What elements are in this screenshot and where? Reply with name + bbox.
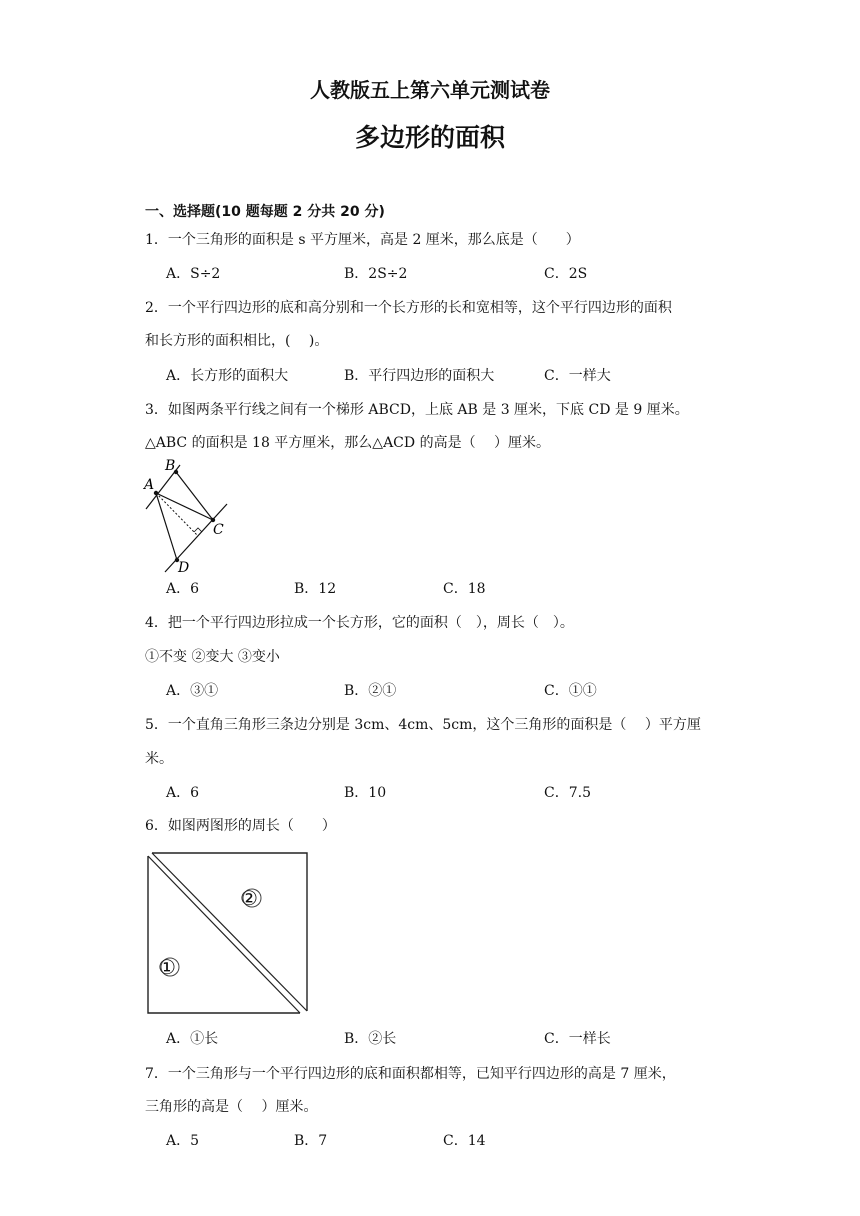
question-4-choices: ①不变 ②变大 ③变小 [145, 649, 280, 665]
q4-option-c: C．①① [544, 683, 597, 699]
label-one: ① [158, 955, 176, 979]
q3-option-b: B．12 [294, 581, 337, 597]
q5-option-b: B．10 [344, 785, 387, 801]
q7-option-b: B．7 [294, 1133, 328, 1149]
trapezoid-figure [140, 456, 250, 574]
q6-option-b: B．②长 [344, 1031, 397, 1047]
q6-option-c: C．一样长 [544, 1031, 611, 1047]
q4-option-b: B．②① [344, 683, 397, 699]
q3-option-a: A．6 [166, 581, 200, 597]
q2-option-a: A．长方形的面积大 [166, 368, 289, 384]
q5-option-a: A．6 [166, 785, 200, 801]
square-figure [140, 846, 314, 1018]
question-3-line-1: 3．如图两条平行线之间有一个梯形 ABCD，上底 AB 是 3 厘米，下底 CD 是 9 厘米。 [145, 402, 689, 418]
question-6-text: 6．如图两图形的周长（ ） [145, 818, 336, 834]
q2-option-c: C．一样大 [544, 368, 611, 384]
question-2-line-2: 和长方形的面积相比，( )。 [145, 333, 329, 349]
label-d: D [178, 560, 190, 574]
question-2-line-1: 2．一个平行四边形的底和高分别和一个长方形的长和宽相等，这个平行四边形的面积 [145, 300, 672, 316]
q3-option-c: C．18 [443, 581, 486, 597]
page-title: 人教版五上第六单元测试卷 [310, 78, 550, 102]
question-7-line-2: 三角形的高是（ ）厘米。 [145, 1099, 318, 1115]
section-heading: 一、选择题(10 题每题 2 分共 20 分) [145, 204, 385, 220]
label-two: ② [240, 886, 258, 910]
question-4-text: 4．把一个平行四边形拉成一个长方形，它的面积（ ），周长（ ）。 [145, 615, 574, 631]
question-1-text: 1．一个三角形的面积是 s 平方厘米，高是 2 厘米，那么底是（ ） [145, 232, 580, 248]
q1-option-a: A．S÷2 [166, 266, 221, 282]
q1-option-c: C．2S [544, 266, 588, 282]
question-5-line-2: 米。 [145, 751, 173, 767]
q6-option-a: A．①长 [166, 1031, 219, 1047]
label-a: A [144, 477, 155, 493]
q7-option-c: C．14 [443, 1133, 486, 1149]
page-subtitle: 多边形的面积 [354, 123, 505, 152]
q4-option-a: A．③① [166, 683, 219, 699]
question-5-line-1: 5．一个直角三角形三条边分别是 3cm、4cm、5cm，这个三角形的面积是（ ）平方厘 [145, 717, 701, 733]
question-7-line-1: 7．一个三角形与一个平行四边形的底和面积都相等，已知平行四边形的高是 7 厘米， [145, 1066, 676, 1082]
label-b: B [165, 458, 176, 474]
question-3-line-2: △ABC 的面积是 18 平方厘米，那么△ACD 的高是（ ）厘米。 [145, 435, 551, 451]
q2-option-b: B．平行四边形的面积大 [344, 368, 495, 384]
q7-option-a: A．5 [166, 1133, 200, 1149]
q5-option-c: C．7.5 [544, 785, 591, 801]
q1-option-b: B．2S÷2 [344, 266, 408, 282]
label-c: C [213, 522, 224, 538]
